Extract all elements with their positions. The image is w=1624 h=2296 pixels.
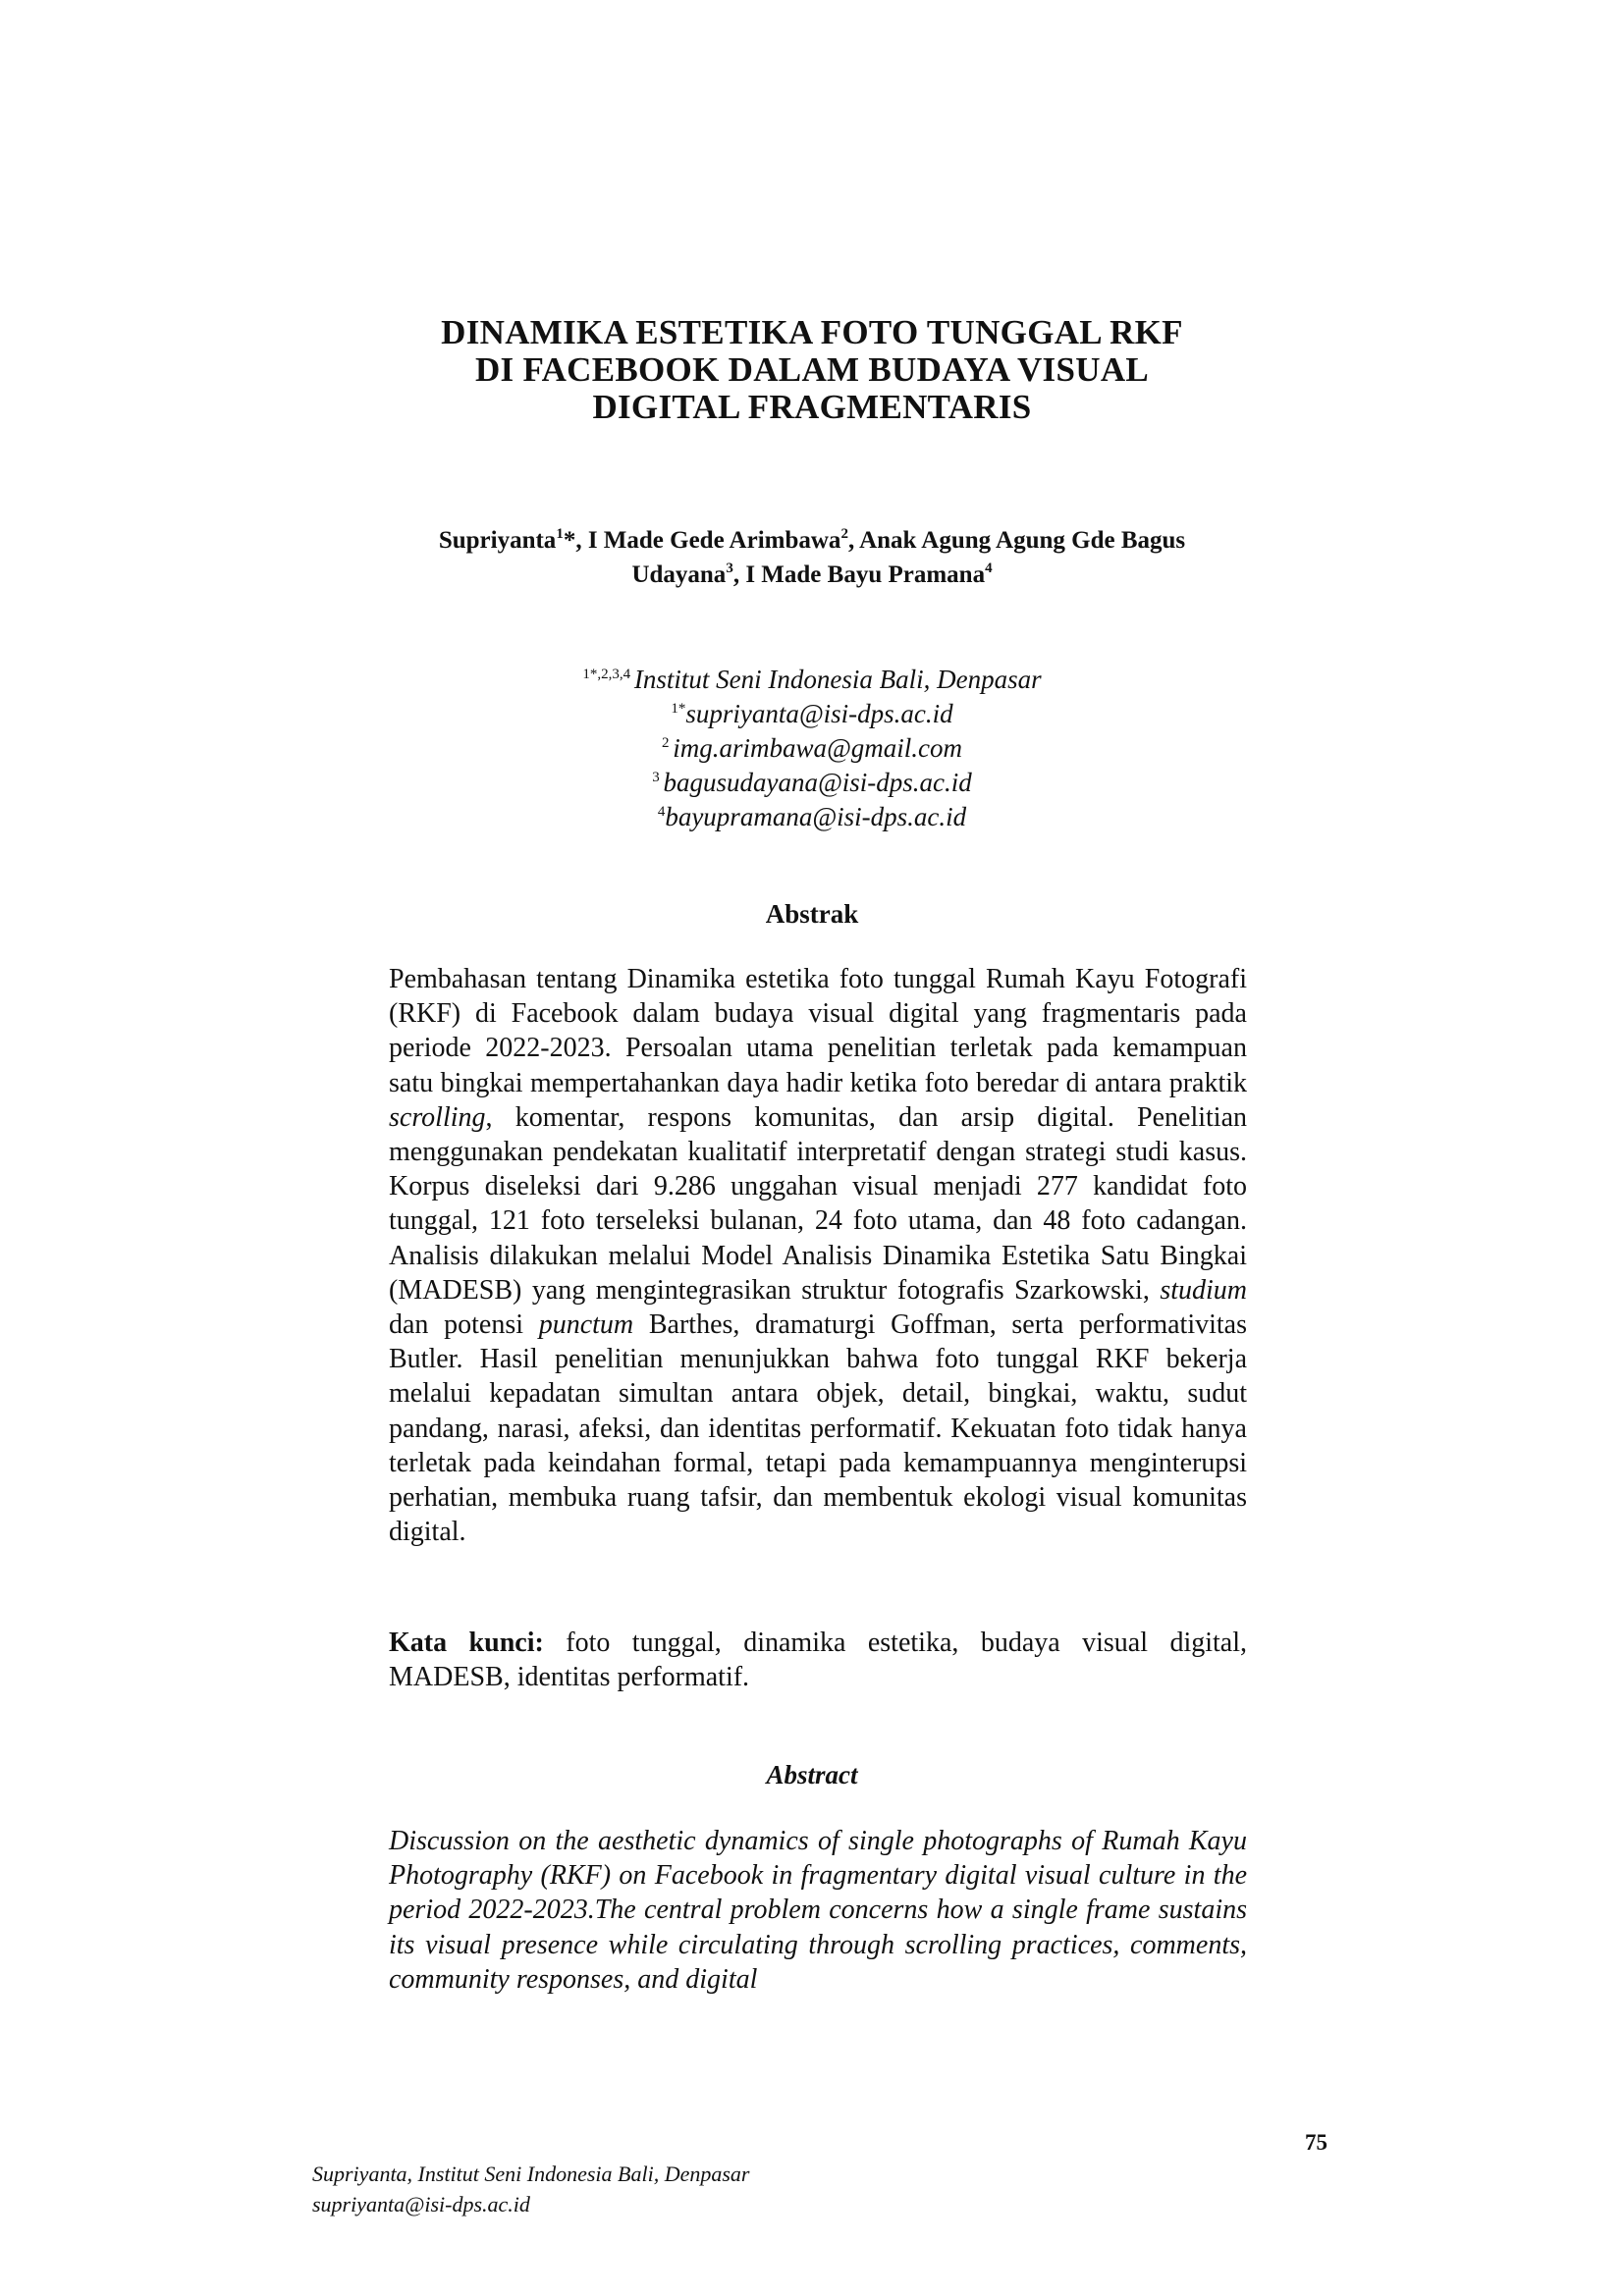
author-4-name: I Made Bayu Pramana <box>745 561 986 588</box>
keywords <box>389 1626 1247 1694</box>
institution-line <box>295 663 1329 697</box>
author-separator: , <box>847 527 860 554</box>
email-4-sup: 4 <box>657 804 666 820</box>
author-2-sup: 2 <box>840 526 848 542</box>
author-3-name-part-1: Anak Agung Agung Gde Bagus <box>859 527 1186 554</box>
author-separator: , <box>732 561 746 588</box>
author-3-sup: 3 <box>726 561 733 576</box>
abstract-heading: Abstract <box>766 1760 858 1789</box>
abstrak-italic-1: scrolling <box>389 1101 486 1133</box>
title-line-3: DIGITAL FRAGMENTARIS <box>592 388 1032 426</box>
author-1-sup: 1 <box>556 526 564 542</box>
abstrak-text-2: , komentar, respons komunitas, dan arsip digital. Penelitian menggunakan pendekatan kualitatif interpretatif dengan strategi studi kasus. Korpus diseleksi dari 9.286 unggahan visual menjadi 277 kandidat foto tunggal, 121 foto terseleksi bulanan, 24 foto utama, dan 48 foto cadangan. Analisis dilakukan melalui Model Analisis Dinamika Estetika Satu Bingkai (MADESB) yang mengintegrasikan struktur fotografis Szarkowski, <box>389 1101 1247 1306</box>
abstrak-text-1: Pembahasan tentang Dinamika estetika foto tunggal Rumah Kayu Fotografi (RKF) di Facebook dalam budaya visual digital yang fragmentaris pada periode 2022-2023. Persoalan utama penelitian terletak pada kemampuan satu bingkai mempertahankan daya hadir ketika foto beredar di antara praktik <box>389 964 1247 1098</box>
email-1-sup: 1* <box>671 701 686 717</box>
email-line-3 <box>295 766 1329 800</box>
abstrak-italic-3: punctum <box>538 1309 634 1341</box>
abstrak-text-4: Barthes, dramaturgi Goffman, serta performativitas Butler. Hasil penelitian menunjukkan bahwa foto tunggal RKF bekerja melalui kepadatan simultan antara objek, detail, bingkai, waktu, sudut pandang, narasi, afeksi, dan identitas performatif. Kekuatan foto tidak hanya terletak pada keindahan formal, tetapi pada kemampuannya menginterupsi perhatian, membuka ruang tafsir, dan membentuk ekologi visual komunitas digital. <box>389 1309 1248 1548</box>
title-line-1: DINAMIKA ESTETIKA FOTO TUNGGAL RKF <box>441 313 1183 351</box>
keywords-label: Kata kunci: <box>389 1628 544 1658</box>
email-2-sup: 2 <box>661 735 674 751</box>
abstrak-text-3: dan potensi <box>389 1309 539 1341</box>
institution-sup: 1*,2,3,4 <box>582 667 634 682</box>
authors-line-1 <box>295 523 1329 558</box>
footer-line-1: Supriyanta, Institut Seni Indonesia Bali, Denpasar <box>312 2162 750 2186</box>
email-line-2 <box>295 731 1329 766</box>
paper-title <box>295 314 1329 426</box>
abstrak-body <box>389 962 1247 1549</box>
email-2: img.arimbawa@gmail.com <box>673 733 963 763</box>
footer <box>312 2159 749 2219</box>
author-1-mark: *, <box>563 527 588 554</box>
author-list <box>295 523 1329 592</box>
email-3: bagusudayana@isi-dps.ac.id <box>663 768 972 797</box>
email-line-4 <box>295 800 1329 834</box>
footer-line-2: supriyanta@isi-dps.ac.id <box>312 2192 530 2216</box>
author-4-sup: 4 <box>985 561 993 576</box>
author-1-name: Supriyanta <box>438 527 557 554</box>
abstrak-heading: Abstrak <box>765 899 859 929</box>
email-line-1 <box>295 697 1329 731</box>
email-3-sup: 3 <box>652 770 664 785</box>
author-2-name: I Made Gede Arimbawa <box>587 527 841 554</box>
email-4: bayupramana@isi-dps.ac.id <box>665 802 967 831</box>
page-number: 75 <box>1305 2130 1327 2155</box>
title-line-2: DI FACEBOOK DALAM BUDAYA VISUAL <box>474 350 1150 389</box>
email-1: supriyanta@isi-dps.ac.id <box>685 699 953 728</box>
authors-line-2 <box>295 558 1329 592</box>
affiliations <box>295 663 1329 834</box>
abstrak-italic-2: studium <box>1160 1274 1247 1306</box>
abstract-body: Discussion on the aesthetic dynamics of single photographs of Rumah Kayu Photography (RKF) on Facebook in fragmentary digital visual culture in the period 2022-2023.The central problem concerns how a single frame sustains its visual presence while circulating through scrolling practices, comments, community responses, and digital <box>389 1826 1247 1995</box>
author-3-name-part-2: Udayana <box>631 561 727 588</box>
keywords-text: foto tunggal, dinamika estetika, budaya visual digital, MADESB, identitas performatif. <box>389 1628 1247 1693</box>
institution: Institut Seni Indonesia Bali, Denpasar <box>633 665 1042 694</box>
